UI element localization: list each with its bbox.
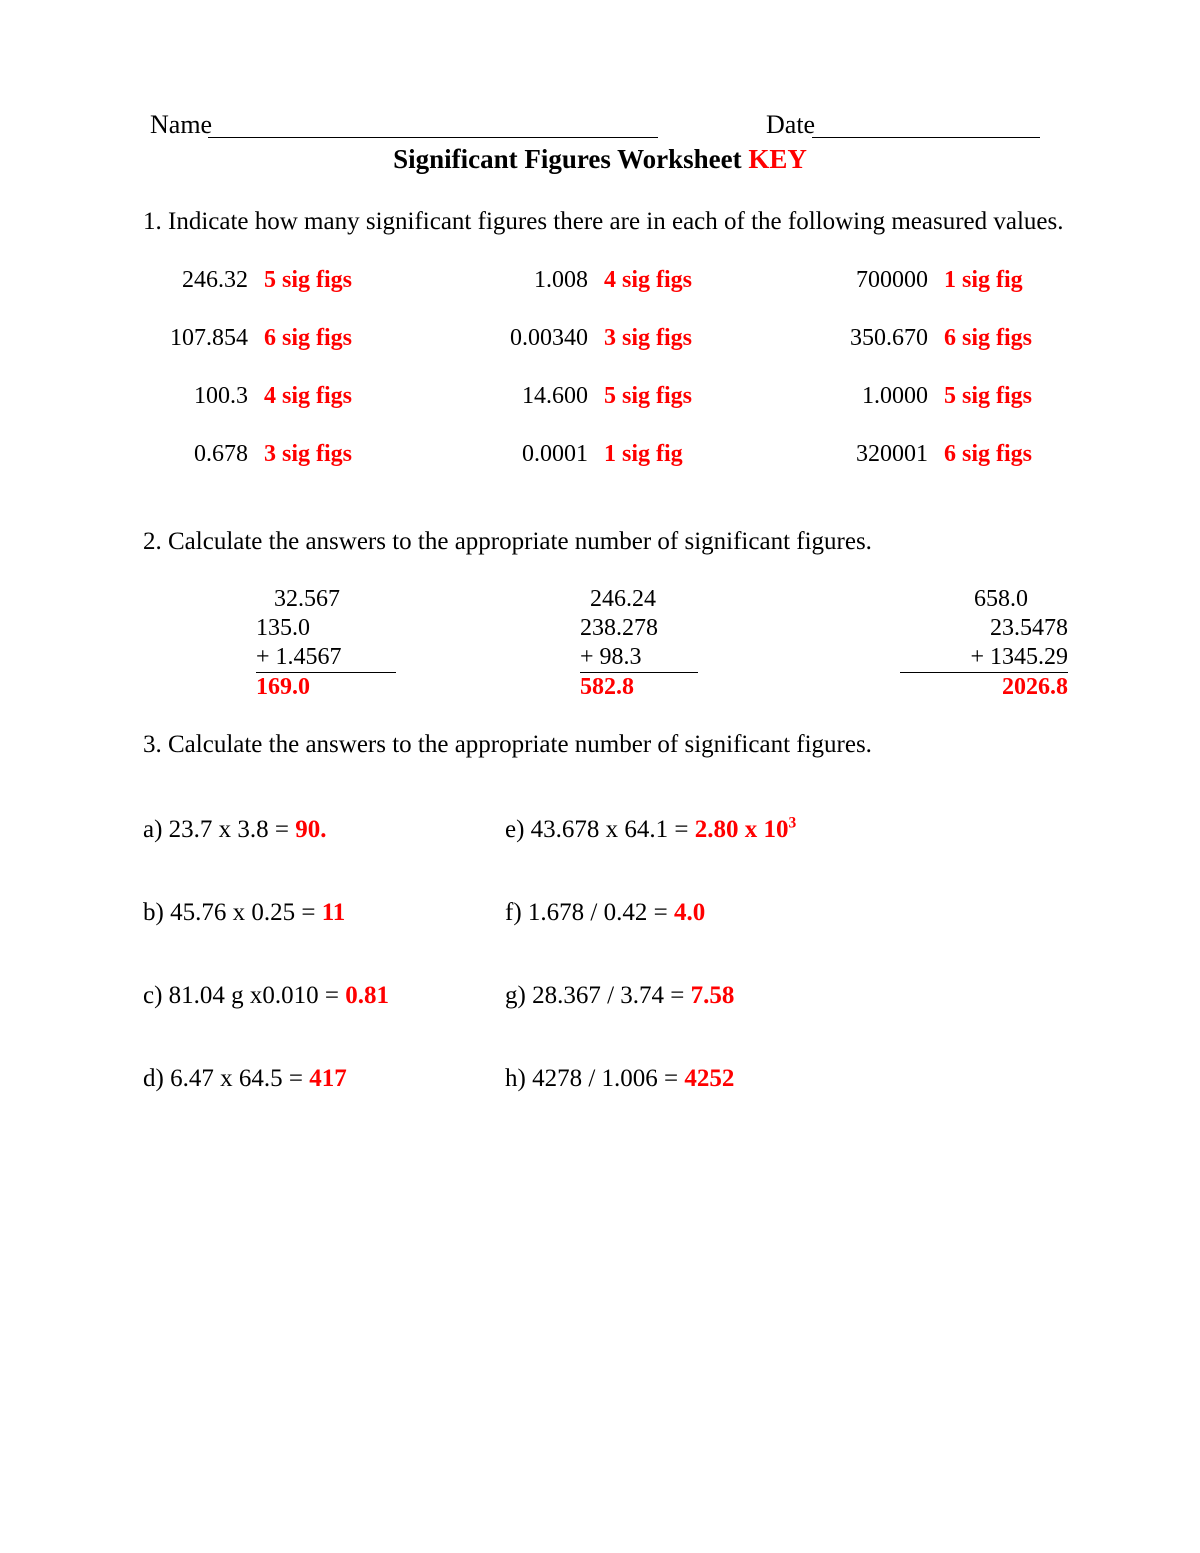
item-label: b) [143, 899, 164, 926]
item-answer: 417 [309, 1065, 347, 1092]
addend: 23.5478 [990, 615, 1068, 641]
item-label: g) [505, 982, 526, 1009]
sig-figs-answer: 6 sig figs [264, 325, 353, 351]
item-expression: 1.678 / 0.42 = [527, 899, 674, 926]
item-expression: 45.76 x 0.25 = [170, 899, 322, 926]
item-label: a) [143, 816, 163, 843]
sum-answer: 169.0 [256, 674, 310, 700]
measured-value: 700000 [856, 267, 928, 293]
measured-value: 0.0001 [522, 441, 588, 467]
calculation-item-b [143, 898, 345, 928]
addend: 32.567 [274, 586, 340, 612]
calculation-item-a [143, 815, 327, 845]
addend: + 98.3 [580, 644, 642, 670]
addition-problem [580, 585, 750, 702]
measured-value: 100.3 [194, 383, 248, 409]
page-title-key-badge: KEY [748, 144, 807, 174]
measured-value: 0.678 [194, 441, 248, 467]
item-expression: 81.04 g x0.010 = [168, 982, 346, 1009]
item-answer: 11 [321, 899, 346, 926]
item-expression: 43.678 x 64.1 = [530, 816, 695, 843]
item-label: c) [143, 982, 163, 1009]
sig-figs-answer: 1 sig fig [604, 441, 683, 467]
addition-problem [900, 585, 1068, 702]
sig-figs-answer: 5 sig figs [944, 383, 1033, 409]
sig-figs-answer: 5 sig figs [604, 383, 693, 409]
addend: + 1.4567 [256, 644, 342, 670]
item-label: e) [505, 816, 525, 843]
sig-figs-answer: 5 sig figs [264, 267, 353, 293]
question-1-prompt: 1. Indicate how many significant figures there are in each of the following measured values. [143, 208, 1064, 235]
item-answer-exponent: 3 [788, 814, 797, 832]
sig-figs-answer: 3 sig figs [604, 325, 693, 351]
question-3-prompt: 3. Calculate the answers to the appropriate number of significant figures. [143, 731, 872, 758]
measured-value: 320001 [856, 441, 928, 467]
table-row [0, 324, 1200, 382]
name-blank-line[interactable] [208, 137, 658, 138]
item-answer: 7.58 [690, 982, 735, 1009]
calculation-item-g [505, 981, 734, 1011]
sum-answer: 2026.8 [1002, 674, 1068, 700]
addition-problems [0, 585, 1200, 705]
item-expression: 28.367 / 3.74 = [532, 982, 691, 1009]
item-answer: 4252 [684, 1065, 735, 1092]
table-row [0, 266, 1200, 324]
item-answer [695, 816, 797, 843]
sig-figs-answer: 4 sig figs [264, 383, 353, 409]
sig-figs-answer: 1 sig fig [944, 267, 1023, 293]
measured-value: 350.670 [850, 325, 928, 351]
item-expression: 4278 / 1.006 = [532, 1065, 685, 1092]
sig-figs-answer: 3 sig figs [264, 441, 353, 467]
addend: 658.0 [974, 586, 1028, 612]
page-title [0, 143, 1200, 175]
question-2-prompt: 2. Calculate the answers to the appropriate number of significant figures. [143, 528, 872, 555]
name-date-header [150, 110, 1050, 144]
calculation-item-e [505, 815, 796, 845]
item-answer: 90. [295, 816, 327, 843]
measured-value: 107.854 [170, 325, 248, 351]
addend: 135.0 [256, 615, 310, 641]
item-expression: 6.47 x 64.5 = [170, 1065, 310, 1092]
addend: + 1345.29 [970, 644, 1068, 670]
table-row [0, 440, 1200, 498]
addition-problem [256, 585, 416, 702]
item-label: d) [143, 1065, 164, 1092]
sig-figs-answer: 6 sig figs [944, 441, 1033, 467]
table-row [0, 382, 1200, 440]
addend: 246.24 [590, 586, 656, 612]
calculation-item-h [505, 1064, 734, 1094]
sig-figs-answer: 4 sig figs [604, 267, 693, 293]
item-label: h) [505, 1065, 526, 1092]
calculation-item-c [143, 981, 389, 1011]
measured-value: 14.600 [522, 383, 588, 409]
sum-answer: 582.8 [580, 674, 634, 700]
measured-value: 1.0000 [862, 383, 928, 409]
measured-value: 246.32 [182, 267, 248, 293]
item-answer-mantissa: 2.80 x 10 [694, 816, 789, 843]
calculation-item-d [143, 1064, 347, 1094]
name-label: Name [150, 110, 213, 139]
date-label: Date [766, 110, 816, 139]
measured-value: 0.00340 [510, 325, 588, 351]
page-title-text: Significant Figures Worksheet [393, 144, 749, 174]
item-answer: 4.0 [673, 899, 706, 926]
sig-figs-table [0, 266, 1200, 498]
item-label: f) [505, 899, 522, 926]
addend: 238.278 [580, 615, 658, 641]
item-answer: 0.81 [345, 982, 390, 1009]
measured-value: 1.008 [534, 267, 588, 293]
date-blank-line[interactable] [812, 137, 1040, 138]
calculation-item-f [505, 898, 705, 928]
sig-figs-answer: 6 sig figs [944, 325, 1033, 351]
item-expression: 23.7 x 3.8 = [168, 816, 296, 843]
